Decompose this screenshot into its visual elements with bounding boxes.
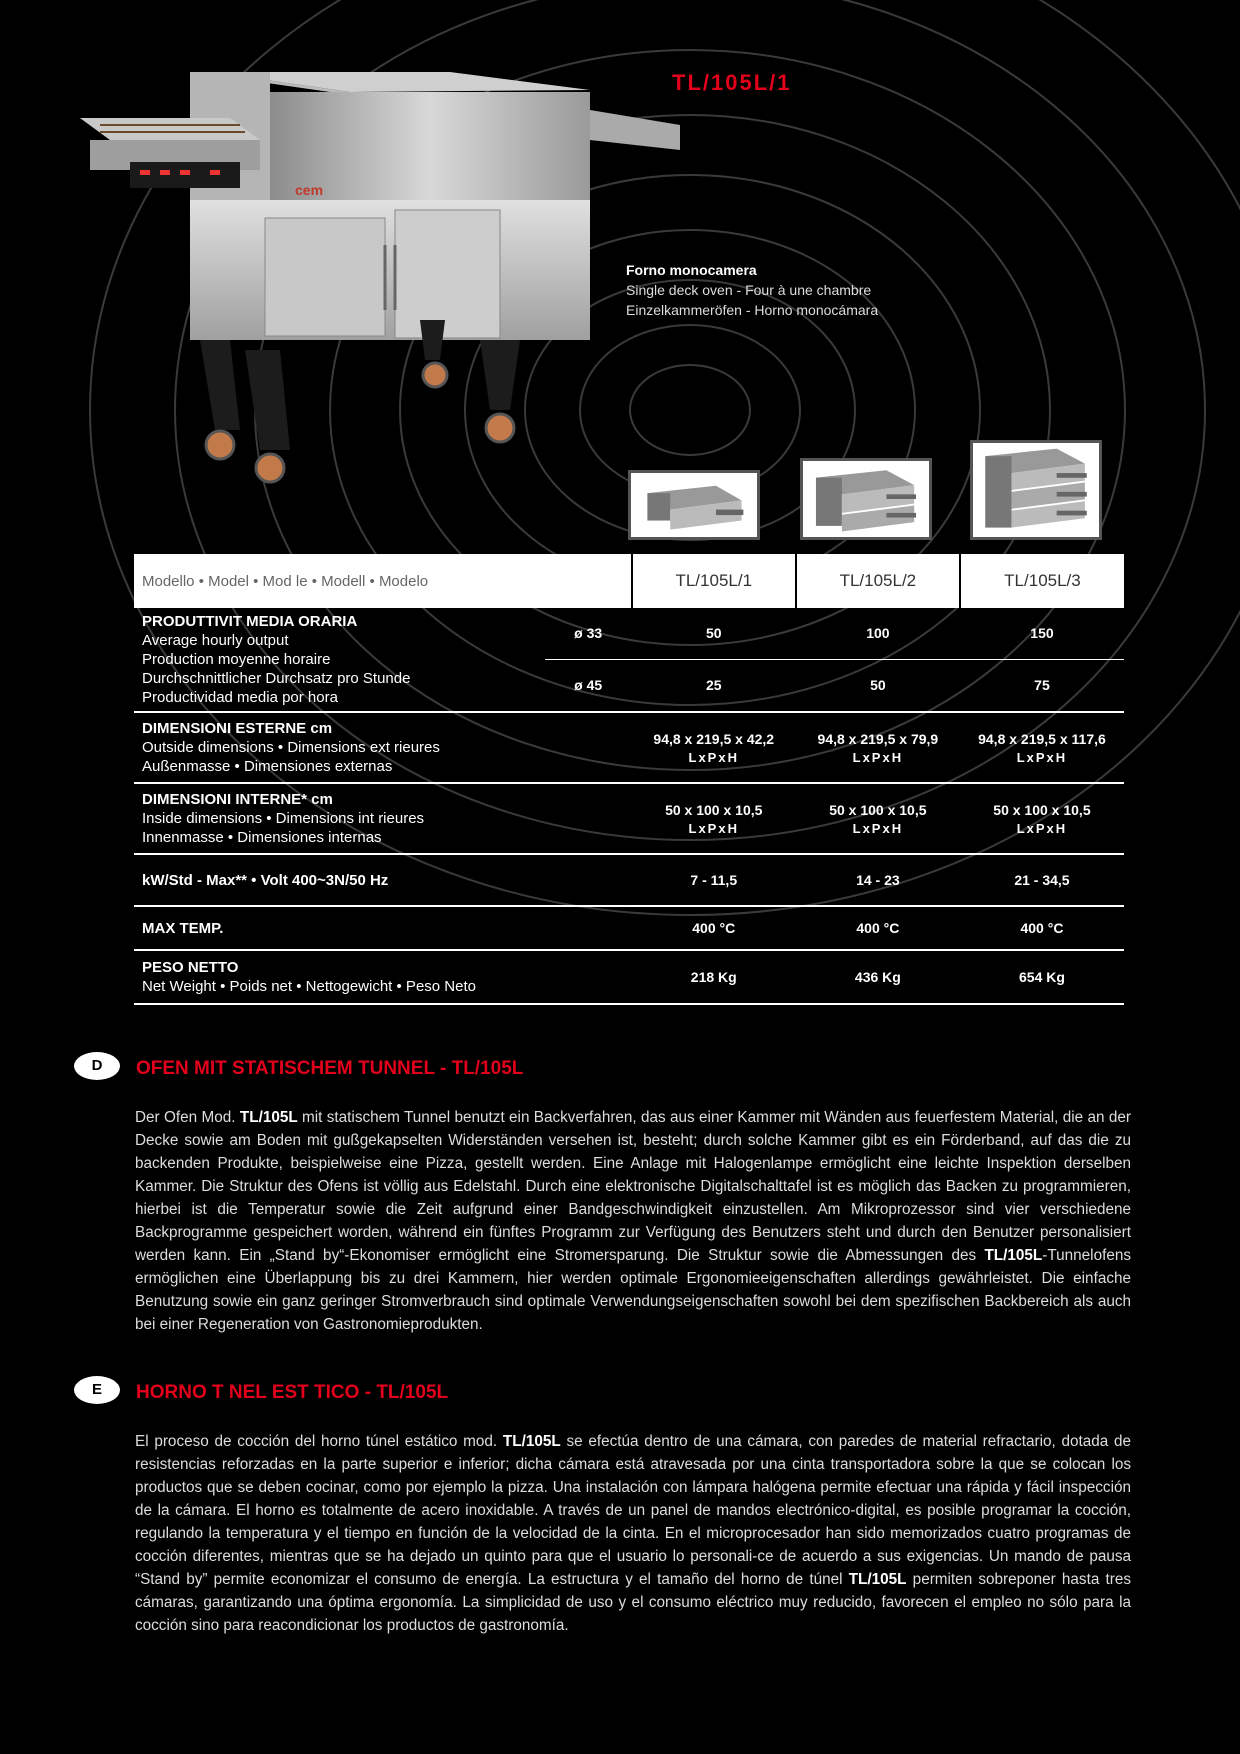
caption-line-1: Forno monocamera — [626, 262, 757, 278]
int-dim-value: 50 x 100 x 10,5 — [829, 801, 927, 818]
table-cell: 400 °C — [960, 906, 1124, 950]
int-dim-line: Innenmasse • Dimensiones internas — [142, 829, 382, 846]
int-dim-label — [134, 783, 632, 854]
table-cell: 436 Kg — [796, 950, 960, 1004]
table-cell: 50 — [632, 608, 796, 659]
ext-dim-line: Außenmasse • Dimensiones externas — [142, 758, 393, 775]
model-title: TL/105L/1 — [672, 70, 792, 95]
output-label — [134, 608, 545, 712]
table-cell: 150 — [960, 608, 1124, 659]
table-row — [134, 608, 1124, 659]
section-text-d — [135, 1106, 1131, 1336]
model-label: Modello • Model • Mod le • Modell • Modelo — [134, 554, 632, 608]
dim-unit: LxPxH — [1016, 820, 1068, 836]
power-label: kW/Std - Max** • Volt 400~3N/50 Hz — [134, 854, 632, 906]
table-cell — [632, 783, 796, 854]
thumbnail-tl105l-3 — [970, 440, 1102, 540]
text-bold: TL/105L — [848, 1571, 907, 1588]
thumbnail-tl105l-1 — [628, 470, 760, 540]
dim-unit: LxPxH — [852, 749, 904, 765]
dim-unit: LxPxH — [688, 820, 739, 836]
weight-label — [134, 950, 632, 1004]
table-cell: 75 — [960, 659, 1124, 712]
text-bold: TL/105L — [984, 1247, 1043, 1264]
ext-dim-title: DIMENSIONI ESTERNE cm — [142, 720, 333, 737]
dim-unit: LxPxH — [688, 749, 739, 765]
column-header: TL/105L/3 — [960, 554, 1124, 608]
temp-label: MAX TEMP. — [134, 906, 632, 950]
table-row — [134, 906, 1124, 950]
table-header-row — [134, 554, 1124, 608]
table-row — [134, 712, 1124, 783]
ext-dim-value: 94,8 x 219,5 x 79,9 — [817, 730, 939, 747]
caption — [626, 260, 878, 320]
ext-dim-label — [134, 712, 632, 783]
table-cell — [960, 783, 1124, 854]
caption-line-2: Single deck oven - Four à une chambre — [626, 282, 872, 298]
table-cell: 7 - 11,5 — [632, 854, 796, 906]
table-row — [134, 950, 1124, 1004]
table-cell — [796, 712, 960, 783]
int-dim-value: 50 x 100 x 10,5 — [665, 801, 763, 818]
table-cell: 21 - 34,5 — [960, 854, 1124, 906]
section-title-e: HORNO T NEL EST TICO - TL/105L — [136, 1382, 449, 1403]
dim-unit: LxPxH — [852, 820, 904, 836]
table-cell: 25 — [632, 659, 796, 712]
table-row — [134, 854, 1124, 906]
text-run: Der Ofen Mod. — [135, 1109, 240, 1126]
section-text-e — [135, 1430, 1131, 1637]
dim-unit: LxPxH — [1016, 749, 1068, 765]
int-dim-line: Inside dimensions • Dimensions int rieures — [142, 810, 425, 827]
text-run: -Tunnelofens ermöglichen eine Überlappung bis zu drei Kammern, hier werden optimale Ergonomieeigenschaften allerdings gewährleistet. Die einfache Benutzung sowie ein ganz geringer Stromverbrauch sind optimale Verwendungseigenschaften sowohl bei dem spezifischen Backbereich als auch bei einer Regeneration von Gastronomieprodukten. — [135, 1247, 1131, 1333]
text-run: mit statischem Tunnel benutzt ein Backverfahren, das aus einer Kammer mit Wänden aus feuerfestem Material, die an der Decke sowie am Boden mit gußgekapselten Widerständen versehen ist, besteht; durch solche Kammer gibt es ein Förderband, auf das die zu backenden Produkte, beispielweise eine Pizza, gestellt werden. Eine Anlage mit Halogenlampe ermöglicht eine leichte Inspektion derselben Kammer. Die Struktur des Ofens ist völlig aus Edelstahl. Durch eine elektronische Digitalschalttafel ist es möglich das Backen zu programmieren, hierbei ist die Temperatur sowie die Zeit aufgrund einer Bandgeschwindigkeit einzustellen. Am Mikroprozessor sind vier verschiedene Backprogramme gespeichert worden, während ein fünftes Programm zur Verfügung des Benutzers steht und durch den Benutzer personalisiert werden kann. Ein „Stand by“-Ekonomiser ermöglicht eine Stromersparung. Die Struktur sowie die Abmessungen des — [135, 1109, 1131, 1264]
spec-table — [134, 554, 1124, 1005]
thumbnail-tl105l-2 — [800, 458, 932, 540]
diameter-33: ø 33 — [545, 608, 632, 659]
table-cell: 14 - 23 — [796, 854, 960, 906]
table-row — [134, 783, 1124, 854]
output-line: Production moyenne horaire — [142, 651, 331, 668]
int-dim-title: DIMENSIONI INTERNE* cm — [142, 791, 333, 808]
table-cell: 50 — [796, 659, 960, 712]
text-bold: TL/105L — [239, 1109, 298, 1126]
table-cell: 654 Kg — [960, 950, 1124, 1004]
ext-dim-value: 94,8 x 219,5 x 42,2 — [653, 730, 775, 747]
ext-dim-line: Outside dimensions • Dimensions ext rieures — [142, 739, 440, 756]
int-dim-value: 50 x 100 x 10,5 — [993, 801, 1091, 818]
table-cell: 400 °C — [796, 906, 960, 950]
column-header: TL/105L/2 — [796, 554, 960, 608]
output-line: Productividad media por hora — [142, 689, 338, 706]
table-cell: 218 Kg — [632, 950, 796, 1004]
text-run: se efectúa dentro de una cámara, con paredes de material refractario, dotada de resistencias reforzadas en la parte superior e inferior; dicha cámara está atravesada por una cinta transportadora sobre la que se colocan los productos que se deben cocinar, como por ejemplo la pizza. Una instalación con lámpara halógena permite efectuar una rápida y fácil inspección de la cámara. El horno es totalmente de acero inoxidable. A través de un panel de mandos electrónico-digital, es posible programar la cocción, regulando la temperatura y el tiempo en función de la velocidad de la cinta. En el microprocesador han sido memorizados cuatro programas de cocción diferentes, mientras que se ha dejado un quinto para que el usuario lo personali-ce de acuerdo a sus exigencias. Un mando de pausa “Stand by” permite economizar el consumo de energía. La estructura y el tamaño del horno de túnel — [135, 1433, 1131, 1588]
table-cell: 100 — [796, 608, 960, 659]
text-run: permiten sobreponer hasta tres cámaras, garantizando una óptima ergonomía. La simplicidad de uso y el consumo eléctrico muy reducido, favorecen el empleo no sólo para la cocción sino para reacondicionar los productos de gastronomía. — [135, 1571, 1132, 1634]
caption-line-3: Einzelkammeröfen - Horno monocámara — [626, 302, 879, 318]
diameter-45: ø 45 — [545, 659, 632, 712]
oven-illustration — [80, 70, 700, 530]
section-title-d: OFEN MIT STATISCHEM TUNNEL - TL/105L — [136, 1058, 524, 1079]
output-line: Durchschnittlicher Durchsatz pro Stunde — [142, 670, 411, 687]
weight-title: PESO NETTO — [142, 959, 239, 976]
section-badge-d: D — [74, 1052, 120, 1080]
table-cell — [796, 783, 960, 854]
ext-dim-value: 94,8 x 219,5 x 117,6 — [978, 730, 1106, 747]
column-header: TL/105L/1 — [632, 554, 796, 608]
table-cell — [632, 712, 796, 783]
table-cell — [960, 712, 1124, 783]
table-cell: 400 °C — [632, 906, 796, 950]
weight-line: Net Weight • Poids net • Nettogewicht • Peso Neto — [142, 978, 476, 995]
text-run: El proceso de cocción del horno túnel estático mod. — [135, 1433, 503, 1450]
output-title: PRODUTTIVIT MEDIA ORARIA — [142, 613, 358, 630]
text-bold: TL/105L — [502, 1433, 561, 1450]
svg-text:cem: cem — [295, 182, 324, 198]
output-line: Average hourly output — [142, 632, 289, 649]
section-badge-e: E — [74, 1376, 120, 1404]
